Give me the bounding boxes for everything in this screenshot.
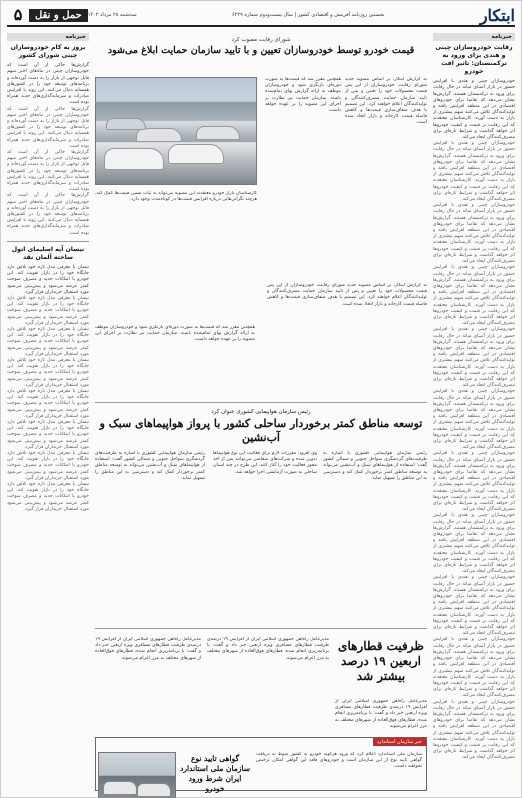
aviation-headline: توسعه مناطق کمتر برخوردار ساحلی کشور با پرواز هواپیماهای سبک و آب‌نشین (99, 417, 423, 444)
right-column-body-cont: خودروسازان چینی و هندی با افزایش حضور در بازار آسیای میانه در حال رقابت برای ورود به ترکمنستان هستند. گزارش‌ها نشان می‌دهد که تقاضا برای خودروهای اقتصادی در این منطقه افزایش یافته و تولیدکنندگان تلاش می‌کنند سهم بیشتری از بازار به دست آورند. کارشناسان معتقدند که این رقابت بر قیمت و کیفیت خودروها اثر خواهد گذاشت و شرایط تازه‌ای برای مصرف‌کنندگان ایجاد می‌کند. (433, 699, 515, 761)
lead-article (95, 33, 427, 403)
masthead (7, 5, 515, 27)
rail-body-col-1: مدیرعامل راه‌آهن جمهوری اسلامی ایران از افزایش ۱۹ درصدی ظرفیت قطارهای مسافری ویژه اربعین خبر داد و گفت: با برنامه‌ریزی انجام شده، قطارهای فوق‌العاده از شهرهای مختلف به مرز اعزام می‌شوند. (335, 699, 427, 729)
lead-kicker: شورای رقابت مصوب کرد (231, 37, 291, 43)
section-name: حمل و نقل (29, 9, 88, 22)
cars-import-photo (98, 752, 176, 798)
aviation-kicker: رئیس سازمان هواپیمایی کشوری عنوان کرد (211, 409, 311, 415)
right-column-title: رقابت خودروسازان چینی و هندی برای ورود به ترکمنستان: تاثیر افت خودرو (435, 44, 513, 76)
center-area (95, 33, 427, 791)
standard-news-box (95, 737, 427, 791)
right-column-body-cont: خودروسازان چینی و هندی با افزایش حضور در بازار آسیای میانه در حال رقابت برای ورود به ترکمنستان هستند. گزارش‌ها نشان می‌دهد که تقاضا برای خودروهای اقتصادی در این منطقه افزایش یافته و تولیدکنندگان تلاش می‌کنند سهم بیشتری از بازار به دست آورند. کارشناسان معتقدند که این رقابت بر قیمت و کیفیت خودروها اثر خواهد گذاشت و شرایط تازه‌ای برای مصرف‌کنندگان ایجاد می‌کند. (433, 265, 515, 327)
left-column-body-2-cont: نیسان با معرفی مدل تازه خود تلاش دارد جایگاه خود را در بازار تقویت کند. این خودرو با امکانات جدید و مصرف سوخت کمتر عرضه می‌شود و پیش‌بینی می‌شود مورد استقبال خریداران قرار گیرد. (7, 357, 89, 388)
rail-body-col-2: مدیرعامل راه‌آهن جمهوری اسلامی ایران از افزایش ۱۹ درصدی ظرفیت قطارهای مسافری ویژه اربعین خبر داد و گفت: با برنامه‌ریزی انجام شده، قطارهای فوق‌العاده از شهرهای مختلف به مرز اعزام می‌شوند. (207, 637, 329, 661)
page-number: ۵ (13, 7, 23, 24)
rail-body-col-3: مدیرعامل راه‌آهن جمهوری اسلامی ایران از افزایش ۱۹ درصدی ظرفیت قطارهای مسافری ویژه اربعین خبر داد و گفت: با برنامه‌ریزی انجام شده، قطارهای فوق‌العاده از شهرهای مختلف به مرز اعزام می‌شوند. (95, 637, 201, 661)
right-column-body-cont: خودروسازان چینی و هندی با افزایش حضور در بازار آسیای میانه در حال رقابت برای ورود به ترکمنستان هستند. گزارش‌ها نشان می‌دهد که تقاضا برای خودروهای اقتصادی در این منطقه افزایش یافته و تولیدکنندگان تلاش می‌کنند سهم بیشتری از بازار به دست آورند. کارشناسان معتقدند که این رقابت بر قیمت و کیفیت خودروها اثر خواهد گذاشت و شرایط تازه‌ای برای مصرف‌کنندگان ایجاد می‌کند. (433, 451, 515, 513)
lead-body-col-1: به گزارش ابتکار، بر اساس مصوبه جدید شورای رقابت، خودروسازان از این پس قیمت محصولات خود را تعیین و پس از تایید سازمان حمایت مصرف‌کنندگان و تولیدکنندگان اعلام خواهند کرد. این تصمیم با هدف شفاف‌سازی قیمت‌ها و کاهش فاصله قیمت کارخانه و بازار اتخاذ شده است. (345, 77, 427, 126)
standard-box-body: سازمان ملی استاندارد اعلام کرد که ورود هرگونه خودرو به کشور منوط به دریافت گواهی تایید نوع از این سازمان است و خودروهای فاقد این گواهی امکان ترخیص نخواهند داشت. (256, 752, 422, 770)
masthead-date: سه‌شنبه ۲۸ مرداد ۱۴۰۲ (87, 12, 137, 18)
lead-body-col-2: همچنین مقرر شد که قیمت‌ها به صورت دوره‌ای بازنگری شود و خودروسازان موظف به ارائه گزارش بهای تمام‌شده باشند. سازمان حمایت نیز نظارت بر اجرای این مصوبه را بر عهده خواهد داشت. (265, 77, 341, 114)
right-column (433, 33, 515, 791)
left-column-title-1: بروز به کام خودروسازان چینی شورای کشور (10, 44, 86, 60)
left-column-body-2-cont: نیسان با معرفی مدل تازه خود تلاش دارد جایگاه خود را در بازار تقویت کند. این خودرو با امکانات جدید و مصرف سوخت کمتر عرضه می‌شود و پیش‌بینی می‌شود مورد استقبال خریداران قرار گیرد. (7, 388, 89, 419)
right-column-body-cont: خودروسازان چینی و هندی با افزایش حضور در بازار آسیای میانه در حال رقابت برای ورود به ترکمنستان هستند. گزارش‌ها نشان می‌دهد که تقاضا برای خودروهای اقتصادی در این منطقه افزایش یافته و تولیدکنندگان تلاش می‌کنند سهم بیشتری از بازار به دست آورند. کارشناسان معتقدند که این رقابت بر قیمت و کیفیت خودروها اثر خواهد گذاشت و شرایط تازه‌ای برای مصرف‌کنندگان ایجاد می‌کند. (433, 327, 515, 389)
left-column-body-1-cont: گزارش‌ها حاکی از آن است که خودروسازان چینی در ماه‌های اخیر سهم قابل توجهی از بازار را به دست آورده‌اند و برنامه‌های توسعه خود را در کشورهای همسایه دنبال می‌کنند. این روند با افزایش صادرات و سرمایه‌گذاری‌های جدید همراه بوده است. (7, 193, 89, 236)
aviation-body-col-2: وی افزود: مقررات لازم برای فعالیت این نوع هواپیماها تدوین شده و شرکت‌های متقاضی می‌توانند پس از اخذ مجوز فعالیت خود را آغاز کنند. این طرح در چند استان ساحلی به صورت آزمایشی اجرا خواهد شد. (213, 451, 317, 475)
lead-body-col-5: همچنین مقرر شد که قیمت‌ها به صورت دوره‌ای بازنگری شود و خودروسازان موظف به ارائه گزارش بهای تمام‌شده باشند. سازمان حمایت نیز نظارت بر اجرای این مصوبه را بر عهده خواهد داشت. (95, 325, 255, 343)
standard-box-headline: گواهی تایید نوع سازمان ملی استاندارد ایران شرط ورود خودرو (180, 754, 250, 793)
left-column-body-1-cont: گزارش‌ها حاکی از آن است که خودروسازان چینی در ماه‌های اخیر سهم قابل توجهی از بازار را به دست آورده‌اند و برنامه‌های توسعه خود را در کشورهای همسایه دنبال می‌کنند. این روند با افزایش صادرات و سرمایه‌گذاری‌های جدید همراه بوده است. (7, 106, 89, 149)
left-column-title-2: نیسان آپه اسلیمای اتول ساخته آلمان نقد (11, 245, 85, 261)
aviation-body-col-1: رئیس سازمان هواپیمایی کشوری با اشاره به ظرفیت‌های گردشگری سواحل جنوبی و شمالی کشور گفت: استفاده از هواپیماهای سبک و آب‌نشین می‌تواند به توسعه مناطق کمتر برخوردار کمک کند و دسترسی به این مناطق را تسهیل نماید. (323, 451, 427, 481)
right-column-body-cont: خودروسازان چینی و هندی با افزایش حضور در بازار آسیای میانه در حال رقابت برای ورود به ترکمنستان هستند. گزارش‌ها نشان می‌دهد که تقاضا برای خودروهای اقتصادی در این منطقه افزایش یافته و تولیدکنندگان تلاش می‌کنند سهم بیشتری از بازار به دست آورند. کارشناسان معتقدند که این رقابت بر قیمت و کیفیت خودروها اثر خواهد گذاشت و شرایط تازه‌ای برای مصرف‌کنندگان ایجاد می‌کند. (433, 141, 515, 203)
left-column-body-1: گزارش‌ها حاکی از آن است که خودروسازان چینی در ماه‌های اخیر سهم قابل توجهی از بازار را به دست آورده‌اند و برنامه‌های توسعه خود را در کشورهای همسایه دنبال می‌کنند. این روند با افزایش صادرات و سرمایه‌گذاری‌های جدید همراه بوده است. (7, 63, 89, 106)
cars-parking-photo (95, 77, 257, 185)
aviation-body-col-3: رئیس سازمان هواپیمایی کشوری با اشاره به ظرفیت‌های گردشگری سواحل جنوبی و شمالی کشور گفت: استفاده از هواپیماهای سبک و آب‌نشین می‌تواند به توسعه مناطق کمتر برخوردار کمک کند و دسترسی به این مناطق را تسهیل نماید. (95, 451, 205, 481)
right-column-body: خودروسازان چینی و هندی با افزایش حضور در بازار آسیای میانه در حال رقابت برای ورود به ترکمنستان هستند. گزارش‌ها نشان می‌دهد که تقاضا برای خودروهای اقتصادی در این منطقه افزایش یافته و تولیدکنندگان تلاش می‌کنند سهم بیشتری از بازار به دست آورند. کارشناسان معتقدند که این رقابت بر قیمت و کیفیت خودروها اثر خواهد گذاشت و شرایط تازه‌ای برای مصرف‌کنندگان ایجاد می‌کند. (433, 79, 515, 141)
right-section-label: خبرنامه (433, 33, 515, 41)
left-section-label: خبرنامه (7, 33, 89, 41)
masthead-tagline: نخستین روزنامه آفرینش و اقتصادی کشور | سال بیست‌ودوم شماره ۶۲۲۹ (232, 12, 385, 18)
right-column-body-cont: خودروسازان چینی و هندی با افزایش حضور در بازار آسیای میانه در حال رقابت برای ورود به ترکمنستان هستند. گزارش‌ها نشان می‌دهد که تقاضا برای خودروهای اقتصادی در این منطقه افزایش یافته و تولیدکنندگان تلاش می‌کنند سهم بیشتری از بازار به دست آورند. کارشناسان معتقدند که این رقابت بر قیمت و کیفیت خودروها اثر خواهد گذاشت و شرایط تازه‌ای برای مصرف‌کنندگان ایجاد می‌کند. (433, 389, 515, 451)
rail-article (95, 633, 427, 791)
left-column (7, 33, 89, 791)
newspaper-logo: ابتکار (479, 5, 515, 25)
lead-headline: قیمت خودرو توسط خودروسازان تعیین و با تایید سازمان حمایت ابلاغ می‌شود (107, 45, 415, 56)
rail-headline: ظرفیت قطارهای اربعین ۱۹ درصد بیشتر شد (338, 639, 424, 683)
right-column-body-cont: خودروسازان چینی و هندی با افزایش حضور در بازار آسیای میانه در حال رقابت برای ورود به ترکمنستان هستند. گزارش‌ها نشان می‌دهد که تقاضا برای خودروهای اقتصادی در این منطقه افزایش یافته و تولیدکنندگان تلاش می‌کنند سهم بیشتری از بازار به دست آورند. کارشناسان معتقدند که این رقابت بر قیمت و کیفیت خودروها اثر خواهد گذاشت و شرایط تازه‌ای برای مصرف‌کنندگان ایجاد می‌کند. (433, 637, 515, 699)
right-column-body-cont: خودروسازان چینی و هندی با افزایش حضور در بازار آسیای میانه در حال رقابت برای ورود به ترکمنستان هستند. گزارش‌ها نشان می‌دهد که تقاضا برای خودروهای اقتصادی در این منطقه افزایش یافته و تولیدکنندگان تلاش می‌کنند سهم بیشتری از بازار به دست آورند. کارشناسان معتقدند که این رقابت بر قیمت و کیفیت خودروها اثر خواهد گذاشت و شرایط تازه‌ای برای مصرف‌کنندگان ایجاد می‌کند. (433, 513, 515, 575)
left-column-body-2-cont: نیسان با معرفی مدل تازه خود تلاش دارد جایگاه خود را در بازار تقویت کند. این خودرو با امکانات جدید و مصرف سوخت کمتر عرضه می‌شود و پیش‌بینی می‌شود مورد استقبال خریداران قرار گیرد. (7, 482, 89, 512)
right-column-body-cont: خودروسازان چینی و هندی با افزایش حضور در بازار آسیای میانه در حال رقابت برای ورود به ترکمنستان هستند. گزارش‌ها نشان می‌دهد که تقاضا برای خودروهای اقتصادی در این منطقه افزایش یافته و تولیدکنندگان تلاش می‌کنند سهم بیشتری از بازار به دست آورند. کارشناسان معتقدند که این رقابت بر قیمت و کیفیت خودروها اثر خواهد گذاشت و شرایط تازه‌ای برای مصرف‌کنندگان ایجاد می‌کند. (433, 203, 515, 265)
lead-body-col-4: به گزارش ابتکار، بر اساس مصوبه جدید شورای رقابت، خودروسازان از این پس قیمت محصولات خود را تعیین و پس از تایید سازمان حمایت مصرف‌کنندگان و تولیدکنندگان اعلام خواهند کرد. این تصمیم با هدف شفاف‌سازی قیمت‌ها و کاهش فاصله قیمت کارخانه و بازار اتخاذ شده است. (267, 283, 427, 307)
left-column-body-2-cont: نیسان با معرفی مدل تازه خود تلاش دارد جایگاه خود را در بازار تقویت کند. این خودرو با امکانات جدید و مصرف سوخت کمتر عرضه می‌شود و پیش‌بینی می‌شود مورد استقبال خریداران قرار گیرد. (7, 419, 89, 450)
left-column-body-2-cont: نیسان با معرفی مدل تازه خود تلاش دارد جایگاه خود را در بازار تقویت کند. این خودرو با امکانات جدید و مصرف سوخت کمتر عرضه می‌شود و پیش‌بینی می‌شود مورد استقبال خریداران قرار گیرد. (7, 295, 89, 326)
left-column-body-2: نیسان با معرفی مدل تازه خود تلاش دارد جایگاه خود را در بازار تقویت کند. این خودرو با امکانات جدید و مصرف سوخت کمتر عرضه می‌شود و پیش‌بینی می‌شود مورد استقبال خریداران قرار گیرد. (7, 264, 89, 295)
left-column-body-2-cont: نیسان با معرفی مدل تازه خود تلاش دارد جایگاه خود را در بازار تقویت کند. این خودرو با امکانات جدید و مصرف سوخت کمتر عرضه می‌شود و پیش‌بینی می‌شود مورد استقبال خریداران قرار گیرد. (7, 326, 89, 357)
right-column-body-cont: خودروسازان چینی و هندی با افزایش حضور در بازار آسیای میانه در حال رقابت برای ورود به ترکمنستان هستند. گزارش‌ها نشان می‌دهد که تقاضا برای خودروهای اقتصادی در این منطقه افزایش یافته و تولیدکنندگان تلاش می‌کنند سهم بیشتری از بازار به دست آورند. کارشناسان معتقدند که این رقابت بر قیمت و کیفیت خودروها اثر خواهد گذاشت و شرایط تازه‌ای برای مصرف‌کنندگان ایجاد می‌کند. (433, 575, 515, 637)
column-divider (7, 241, 89, 242)
lead-body-col-3: کارشناسان بازار خودرو معتقدند این مصوبه می‌تواند به ثبات نسبی قیمت‌ها کمک کند، هرچند نگرانی‌هایی درباره افزایش قیمت‌ها در کوتاه‌مدت وجود دارد. (95, 191, 257, 203)
standard-box-label: خبر سازمان استاندارد (373, 738, 426, 746)
aviation-article (95, 407, 427, 629)
left-column-body-2-cont: نیسان با معرفی مدل تازه خود تلاش دارد جایگاه خود را در بازار تقویت کند. این خودرو با امکانات جدید و مصرف سوخت کمتر عرضه می‌شود و پیش‌بینی می‌شود مورد استقبال خریداران قرار گیرد. (7, 450, 89, 481)
left-column-body-1-cont: گزارش‌ها حاکی از آن است که خودروسازان چینی در ماه‌های اخیر سهم قابل توجهی از بازار را به دست آورده‌اند و برنامه‌های توسعه خود را در کشورهای همسایه دنبال می‌کنند. این روند با افزایش صادرات و سرمایه‌گذاری‌های جدید همراه بوده است. (7, 150, 89, 193)
